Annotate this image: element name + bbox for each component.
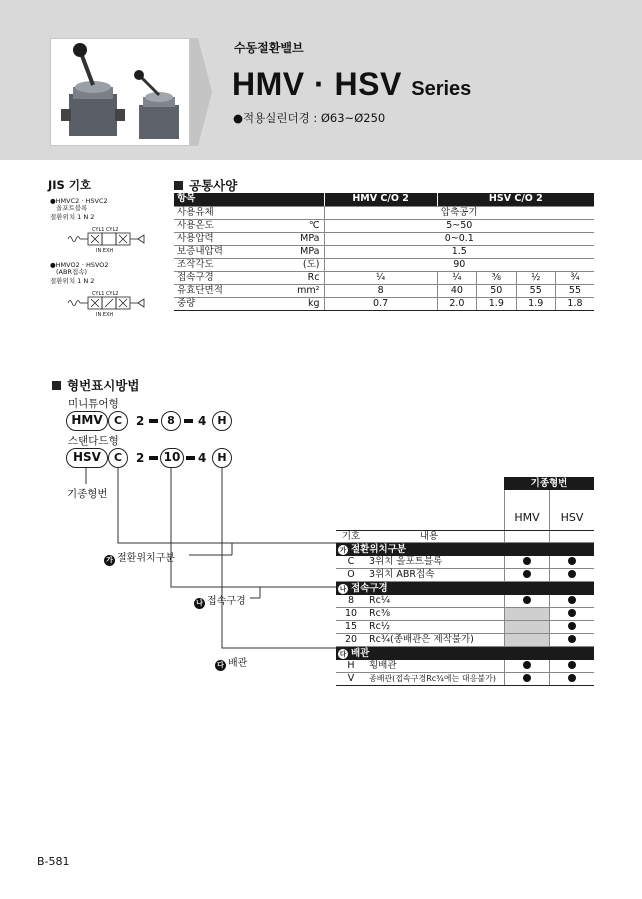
filled-dot-icon	[523, 557, 531, 565]
mini-four-code: 4	[198, 414, 207, 428]
spec-value: 0~0.1	[324, 232, 594, 245]
spec-value: 1.5	[324, 245, 594, 258]
std-pos-code: 2	[136, 451, 145, 465]
sel-head-hsv: HSV	[549, 490, 594, 530]
jis-title: JIS 기호	[48, 178, 92, 192]
leader-pipe-label: 다 배관	[215, 654, 247, 671]
std-four-code: 4	[198, 451, 207, 465]
spec-value: 0.7	[324, 297, 437, 310]
sel-head-group: 기종형번	[504, 477, 594, 490]
sel-row: 15 Rc½	[336, 621, 594, 634]
spec-head-hsv: HSV C/O 2	[437, 193, 594, 206]
spec-value: ¾	[555, 271, 594, 284]
sel-col-content: 내용	[419, 531, 439, 542]
spec-value: 1.9	[516, 297, 555, 310]
sel-group-switch: 가 절환위치구분	[336, 543, 594, 556]
spec-label: 사용유체	[174, 206, 269, 219]
filled-dot-icon	[568, 622, 576, 630]
spec-value: 55	[555, 284, 594, 297]
spec-value: 55	[516, 284, 555, 297]
jis-type1-ports-b: IN EXH	[96, 248, 114, 254]
spec-unit: mm²	[269, 284, 324, 297]
leader-port-label: 나 접속구경	[194, 592, 246, 609]
spec-value: 1.8	[555, 297, 594, 310]
circled-number-icon: 가	[339, 546, 347, 554]
spec-value: 8	[324, 284, 437, 297]
sel-group-port: 나 접속구경	[336, 582, 594, 595]
filled-dot-icon	[568, 570, 576, 578]
spec-label: 사용압력	[174, 232, 269, 245]
spec-head-item: 항목	[174, 193, 324, 206]
jis-type1-desc: 올포트블록	[56, 204, 88, 212]
sel-row: 10 Rc⅜	[336, 608, 594, 621]
spec-label: 조작각도	[174, 258, 269, 271]
spec-value: ½	[516, 271, 555, 284]
spec-value: 40	[437, 284, 476, 297]
std-pipe-code: H	[212, 448, 232, 468]
sel-row: H 횡배관	[336, 660, 594, 673]
jis-type1-pos: 절환위치 1 N 2	[50, 213, 95, 221]
circled-number-icon: 나	[194, 598, 205, 609]
circled-number-icon: 다	[215, 660, 226, 671]
spec-unit: ℃	[269, 219, 324, 232]
spec-value: 압축공기	[324, 206, 594, 219]
spec-value: 1.9	[477, 297, 516, 310]
mini-switch-code: C	[108, 411, 128, 431]
std-type-label: 스탠다드형	[68, 435, 119, 447]
spec-label: 유효단면적	[174, 284, 269, 297]
subtitle: ●적용실린더경 : Ø63~Ø250	[233, 111, 386, 125]
circled-number-icon: 가	[104, 555, 115, 566]
circled-number-icon: 다	[339, 650, 347, 658]
filled-dot-icon	[568, 635, 576, 643]
spec-value: 50	[477, 284, 516, 297]
filled-dot-icon	[568, 596, 576, 604]
leader-switch-label: 가 절환위치구분	[104, 549, 175, 566]
jis-type2-desc: (ABR접속)	[56, 268, 88, 276]
jis-type2: ●HMVO2 · HSVO2	[50, 261, 109, 269]
circled-number-icon: 나	[339, 585, 347, 593]
spec-label: 보증내압력	[174, 245, 269, 258]
filled-dot-icon	[568, 557, 576, 565]
spec-value: ¼	[437, 271, 476, 284]
filled-dot-icon	[568, 661, 576, 669]
page-title: HMV · HSV Series	[232, 66, 472, 102]
jis-type1-ports: CYL1 CYL2	[92, 227, 119, 233]
spec-unit: MPa	[269, 245, 324, 258]
mini-pipe-code: H	[212, 411, 232, 431]
mini-port-code: 8	[161, 411, 181, 431]
std-port-code: 10	[160, 448, 184, 468]
spec-unit: MPa	[269, 232, 324, 245]
jis-type2-ports: CYL1 CYL2	[92, 291, 119, 297]
sel-col-head-row	[336, 530, 594, 543]
sel-row: O 3위치 ABR접속	[336, 569, 594, 582]
base-model-label: 기종형번	[67, 488, 108, 500]
filled-dot-icon	[523, 570, 531, 578]
sel-row: 8 Rc¼	[336, 595, 594, 608]
std-switch-code: C	[108, 448, 128, 468]
spec-value: 90	[324, 258, 594, 271]
filled-dot-icon	[523, 596, 531, 604]
page-number: B-581	[37, 855, 70, 868]
mini-series-code: HMV	[66, 411, 108, 431]
sel-group-pipe: 다 배관	[336, 647, 594, 660]
filled-dot-icon	[568, 609, 576, 617]
spec-label: 중량	[174, 297, 269, 310]
sel-head-hmv: HMV	[504, 490, 549, 530]
spec-unit: (도)	[269, 258, 324, 271]
model-section-title: 형번표시방법	[52, 376, 139, 394]
spec-label: 사용온도	[174, 219, 269, 232]
sel-row: 20 Rc¾(종배관은 제작불가)	[336, 634, 594, 647]
spec-value: 5~50	[324, 219, 594, 232]
sel-row: V 종배관(접속구경Rc¾에는 대응불가)	[336, 673, 594, 686]
mini-type-label: 미니튜어형	[68, 398, 119, 410]
mini-pos-code: 2	[136, 414, 145, 428]
filled-dot-icon	[523, 674, 531, 682]
sel-row: C 3위치 올포트블록	[336, 556, 594, 569]
spec-unit: Rc	[269, 271, 324, 284]
sel-col-code: 기호	[341, 531, 361, 542]
std-series-code: HSV	[66, 448, 108, 468]
spec-unit: kg	[269, 297, 324, 310]
jis-type2-ports-b: IN EXH	[96, 312, 114, 318]
spec-value: ⅜	[477, 271, 516, 284]
filled-dot-icon	[523, 661, 531, 669]
jis-type2-pos: 절환위치 1 N 2	[50, 277, 95, 285]
spec-label: 접속구경	[174, 271, 269, 284]
category-label: 수동절환밸브	[234, 41, 304, 55]
spec-value: ¼	[324, 271, 437, 284]
spec-head-hmv: HMV C/O 2	[324, 193, 437, 206]
spec-value: 2.0	[437, 297, 476, 310]
spec-section-title: 공통사양	[174, 176, 237, 194]
jis-type1: ●HMVC2 · HSVC2	[50, 197, 108, 205]
filled-dot-icon	[568, 674, 576, 682]
